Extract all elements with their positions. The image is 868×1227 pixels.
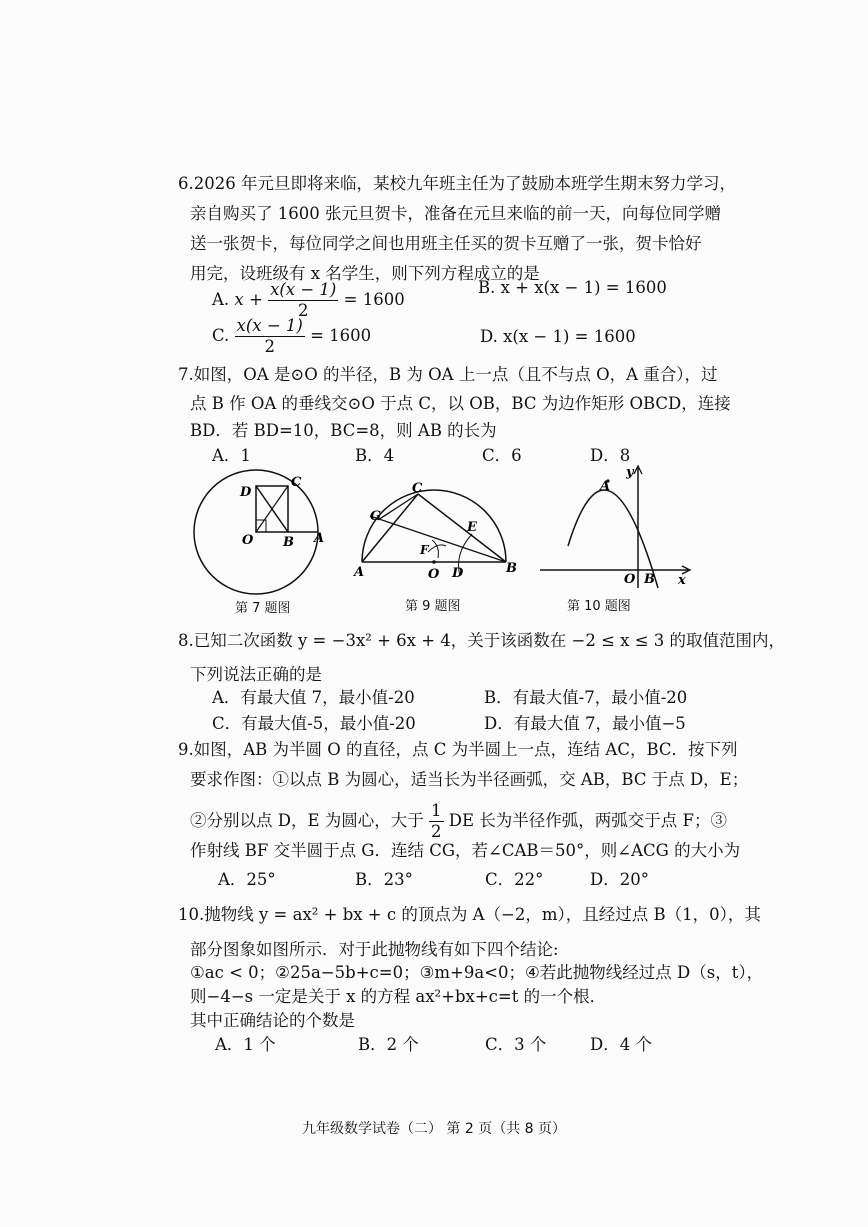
fig10-label-b: B xyxy=(644,572,655,587)
q9-option-b: B．23° xyxy=(355,870,413,889)
q6-option-a-pre: x + xyxy=(234,290,263,309)
fig9-label-c: C xyxy=(412,481,423,496)
fig7-caption: 第 7 题图 xyxy=(235,601,291,616)
q8-line-1: 8.已知二次函数 y = −3x² + 6x + 4，关于该函数在 −2 ≤ x ≤ 3 的取值范围内， xyxy=(178,631,786,650)
q7-line-1: 7.如图，OA 是⊙O 的半径，B 为 OA 上一点（且不与点 O，A 重合），过 xyxy=(178,365,718,384)
q6-option-c xyxy=(212,316,371,357)
q9-option-c: C．22° xyxy=(485,870,544,889)
q7-line-2: 点 B 作 OA 的垂线交⊙O 于点 C，以 OB，BC 为边作矩形 OBCD，连接 xyxy=(190,394,731,413)
q10-option-c: C．3 个 xyxy=(485,1035,547,1054)
figure-7 xyxy=(190,466,340,596)
q9-line-3-pre: ②分别以点 D，E 为圆心，大于 xyxy=(190,811,424,830)
q7-option-b: B．4 xyxy=(355,446,395,465)
fig7-label-o: O xyxy=(242,533,254,548)
q10-option-b: B．2 个 xyxy=(358,1035,419,1054)
fig9-label-o: O xyxy=(428,567,440,582)
q10-option-a: A．1 个 xyxy=(215,1035,276,1054)
page-footer: 九年级数学试卷（二） 第 2 页（共 8 页） xyxy=(301,1121,567,1137)
fig7-label-d: D xyxy=(240,485,252,500)
fig10-caption: 第 10 题图 xyxy=(567,599,631,614)
q6-option-a xyxy=(212,280,405,321)
fig9-label-b: B xyxy=(506,561,517,576)
q6-option-c-fraction xyxy=(235,316,305,357)
fig7-label-b: B xyxy=(283,535,294,550)
q6-option-c-numerator: x(x − 1) xyxy=(236,316,303,335)
q9-line-1: 9.如图，AB 为半圆 O 的直径，点 C 为半圆上一点，连结 AC，BC．按下列 xyxy=(178,740,738,759)
q6-option-a-label: A. xyxy=(212,290,230,309)
q9-option-d: D．20° xyxy=(590,870,649,889)
q10-line-4: 则−4−s 一定是关于 x 的方程 ax²+bx+c=t 的一个根． xyxy=(190,987,607,1006)
q6-option-b: B. x + x(x − 1) = 1600 xyxy=(478,278,667,297)
q9-half-fraction xyxy=(429,801,444,842)
q8-option-d: D．有最大值 7，最小值−5 xyxy=(484,714,686,733)
q9-line-2: 要求作图：①以点 B 为圆心，适当长为半径画弧，交 AB，BC 于点 D，E； xyxy=(190,770,749,789)
fig9-label-a: A xyxy=(354,565,365,580)
q9-line-4: 作射线 BF 交半圆于点 G．连结 CG，若∠CAB＝50°，则∠ACG 的大小为 xyxy=(190,841,741,860)
q9-line-3-post: DE 长为半径作弧，两弧交于点 F；③ xyxy=(448,811,727,830)
q7-option-a: A．1 xyxy=(212,446,251,465)
q8-line-2: 下列说法正确的是 xyxy=(190,665,322,684)
fig9-center-dot xyxy=(432,560,436,564)
fig9-segment-cg xyxy=(378,494,418,520)
q6-option-a-denominator: 2 xyxy=(297,301,309,320)
fig9-label-f: F xyxy=(420,543,429,557)
q6-option-d: D. x(x − 1) = 1600 xyxy=(480,327,636,346)
fig9-caption: 第 9 题图 xyxy=(405,599,461,614)
fig9-label-g: G xyxy=(370,509,382,524)
q7-option-d: D．8 xyxy=(590,446,631,465)
q6-option-c-denominator: 2 xyxy=(264,337,275,356)
q6-line-4: 用完，设班级有 x 名学生，则下列方程成立的是 xyxy=(190,264,540,283)
fig10-label-x: x xyxy=(678,573,686,588)
q9-fraction-denominator: 2 xyxy=(431,822,442,841)
q8-option-b: B．有最大值-7，最小值-20 xyxy=(484,688,688,707)
fig10-label-a: A xyxy=(600,479,611,494)
fig9-segment-bc xyxy=(418,494,506,562)
q6-option-a-numerator: x(x − 1) xyxy=(270,280,337,299)
fig9-arc-f1 xyxy=(432,540,438,558)
q9-option-a: A．25° xyxy=(218,870,276,889)
fig7-label-a: A xyxy=(314,531,325,546)
q6-line-3: 送一张贺卡，每位同学之间也用班主任买的贺卡互赠了一张，贺卡恰好 xyxy=(190,234,702,253)
fig10-label-o: O xyxy=(624,572,636,587)
fig9-label-e: E xyxy=(467,520,477,535)
q9-line-3 xyxy=(190,801,727,842)
figure-10 xyxy=(538,462,696,592)
q10-option-d: D．4 个 xyxy=(590,1035,652,1054)
fig9-arc-f2 xyxy=(428,545,446,552)
q6-option-c-label: C. xyxy=(212,326,230,345)
q9-fraction-numerator: 1 xyxy=(431,801,442,820)
q8-option-c: C．有最大值-5，最小值-20 xyxy=(212,714,416,733)
q10-line-1: 10.抛物线 y = ax² + bx + c 的顶点为 A（−2，m），且经过点 B（1，0），其 xyxy=(178,905,761,924)
fig9-semicircle xyxy=(362,490,506,562)
q6-option-c-post: = 1600 xyxy=(310,326,372,345)
q6-line-1: 6.2026 年元旦即将来临，某校九年班主任为了鼓励本班学生期末努力学习， xyxy=(178,174,736,193)
q6-line-2: 亲自购买了 1600 张元旦贺卡，准备在元旦来临的前一天，向每位同学赠 xyxy=(190,204,721,223)
q10-line-3: ①ac < 0；②25a−5b+c=0；③m+9a<0；④若此抛物线经过点 D（s，t）， xyxy=(190,963,764,982)
figure-9 xyxy=(350,478,525,583)
q6-option-a-fraction xyxy=(268,280,338,321)
fig10-label-y: y xyxy=(626,465,634,480)
q10-line-5: 其中正确结论的个数是 xyxy=(190,1011,355,1030)
q10-line-2: 部分图象如图所示．对于此抛物线有如下四个结论: xyxy=(190,940,559,959)
fig7-label-c: C xyxy=(291,475,302,490)
q7-line-3: BD．若 BD=10，BC=8，则 AB 的长为 xyxy=(190,421,497,440)
q7-option-c: C．6 xyxy=(482,446,522,465)
q6-option-a-post: = 1600 xyxy=(343,290,405,309)
q8-option-a: A．有最大值 7，最小值-20 xyxy=(212,688,415,707)
fig9-label-d: D xyxy=(452,566,464,581)
